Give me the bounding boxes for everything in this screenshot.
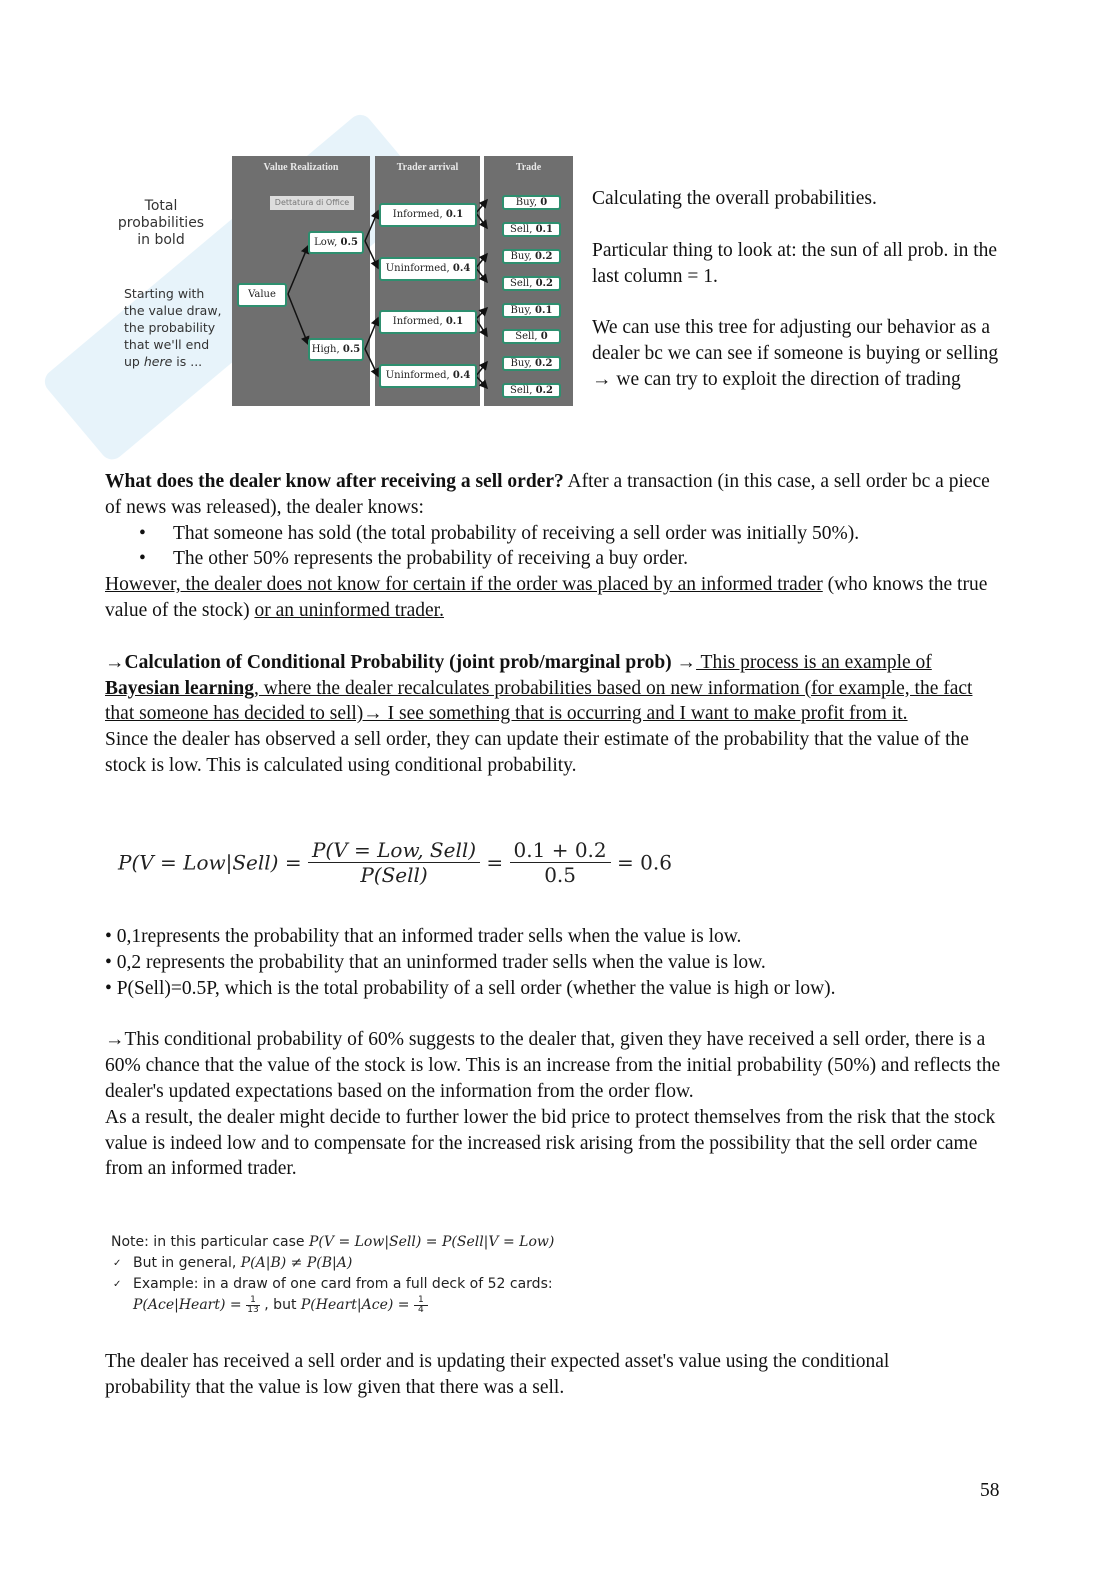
node-low: Low, 0.5 [308,231,364,254]
paragraph: We can use this tree for adjusting our behavior as a dealer bc we can see if someone is buying or selling → we can try to exploit the direction of trading [592,317,999,390]
node-value: Value [237,283,287,307]
paragraph: What does the dealer know after receiving a sell order? After a transaction (in this case, a sell order bc a piece of news was released), the dealer knows: [105,471,990,518]
node-trade: Sell, 0 [502,329,561,344]
check-icon: ✓ [113,1279,122,1290]
dictation-label: Dettatura di Office [270,196,354,210]
paragraph: As a result, the dealer might decide to further lower the bid price to protect themselves from the risk that the stock value is indeed low and to compensate for the increased risk arising from the possibility that the sell order came from an informed trader. [105,1106,996,1180]
right-text [592,186,1012,393]
node-informed: Informed, 0.1 [379,203,477,227]
panel-header: Value Realization [263,162,339,173]
node-trade: Sell, 0.2 [502,276,561,291]
page-number: 58 [980,1480,1000,1501]
paragraph: →Calculation of Conditional Probability (joint prob/marginal prob) → This process is an example of Bayesian learning, where the dealer recalculates probabilities based on new information (for example, the fact that someone has decided to sell)→ I see something that is occurring and I want to make profit from it. [105,651,973,725]
node-uninformed: Uninformed, 0.4 [379,257,477,281]
paragraph: Particular thing to look at: the sun of all prob. in the last column = 1. [592,239,998,287]
node-trade: Sell, 0.2 [502,383,561,398]
final-paragraph: The dealer has received a sell order and is updating their expected asset's value using the conditional probability that the value is low given that there was a sell. [105,1351,890,1398]
list-item: • The other 50% represents the probability of receiving a buy order. [105,546,1005,572]
node-trade: Buy, 0.2 [502,356,561,371]
bullet-list [105,521,1005,573]
node-trade: Buy, 0.1 [502,303,561,318]
node-trade: Buy, 0 [502,195,561,210]
diagram-side-title: Total probabilities in bold [117,198,205,248]
paragraph: →This conditional probability of 60% suggests to the dealer that, given they have received a sell order, there is a 60% chance that the value of the stock is low. This is an increase from the initial probability (50%) and reflects the dealer's updated expectations based on the information from the order flow. [105,1029,1001,1102]
paragraph: Since the dealer has observed a sell order, they can update their estimate of the probability that the value of the stock is low. This is calculated using conditional probability. [105,729,969,776]
list-item: • That someone has sold (the total probability of receiving a sell order was initially 50%). [105,521,1005,547]
list-item: • 0,2 represents the probability that an uninformed trader sells when the value is low. [105,951,766,973]
conditional-probability-formula: P(V = Low|Sell) = $\frac{\text{P(V = Low, Sell)}}{\text{P(Sell)}}$ = $\frac{0.1 + 0.2}{0.5}$ = 0.6 [118,838,672,887]
node-trade: Sell, 0.1 [502,222,561,237]
node-high: High, 0.5 [308,338,364,361]
node-trade: Buy, 0.2 [502,249,561,264]
paragraph: Calculating the overall probabilities. [592,188,877,209]
list-item: • 0,1represents the probability that an informed trader sells when the value is low. [105,926,742,947]
list-item: • P(Sell)=0.5P, which is the total probability of a sell order (whether the value is high or low). [105,977,836,999]
main-body [105,469,1005,779]
node-uninformed: Uninformed, 0.4 [379,364,477,388]
paragraph: However, the dealer does not know for certain if the order was placed by an informed trader (who knows the true value of the stock) or an uninformed trader. [105,574,988,621]
panel-header: Trader arrival [396,162,459,173]
check-icon: ✓ [113,1258,122,1269]
note-box: Note: in this particular case P(V = Low|Sell) = P(Sell|V = Low) ✓ But in general, P(A|B) ≠ P(B|A) ✓ Example: in a draw of one card from a full deck of 52 cards: P(Ace|Heart) = $\frac{1}{13}$ , but P(Heart|Ace) = $\frac{1}{4}$ [111,1234,555,1315]
panel-header: Trade [515,162,542,173]
node-informed: Informed, 0.1 [379,310,477,334]
explanations [105,924,1005,1182]
diagram-side-text: Starting with the value draw, the probability that we'll end up here is ... [124,286,222,369]
